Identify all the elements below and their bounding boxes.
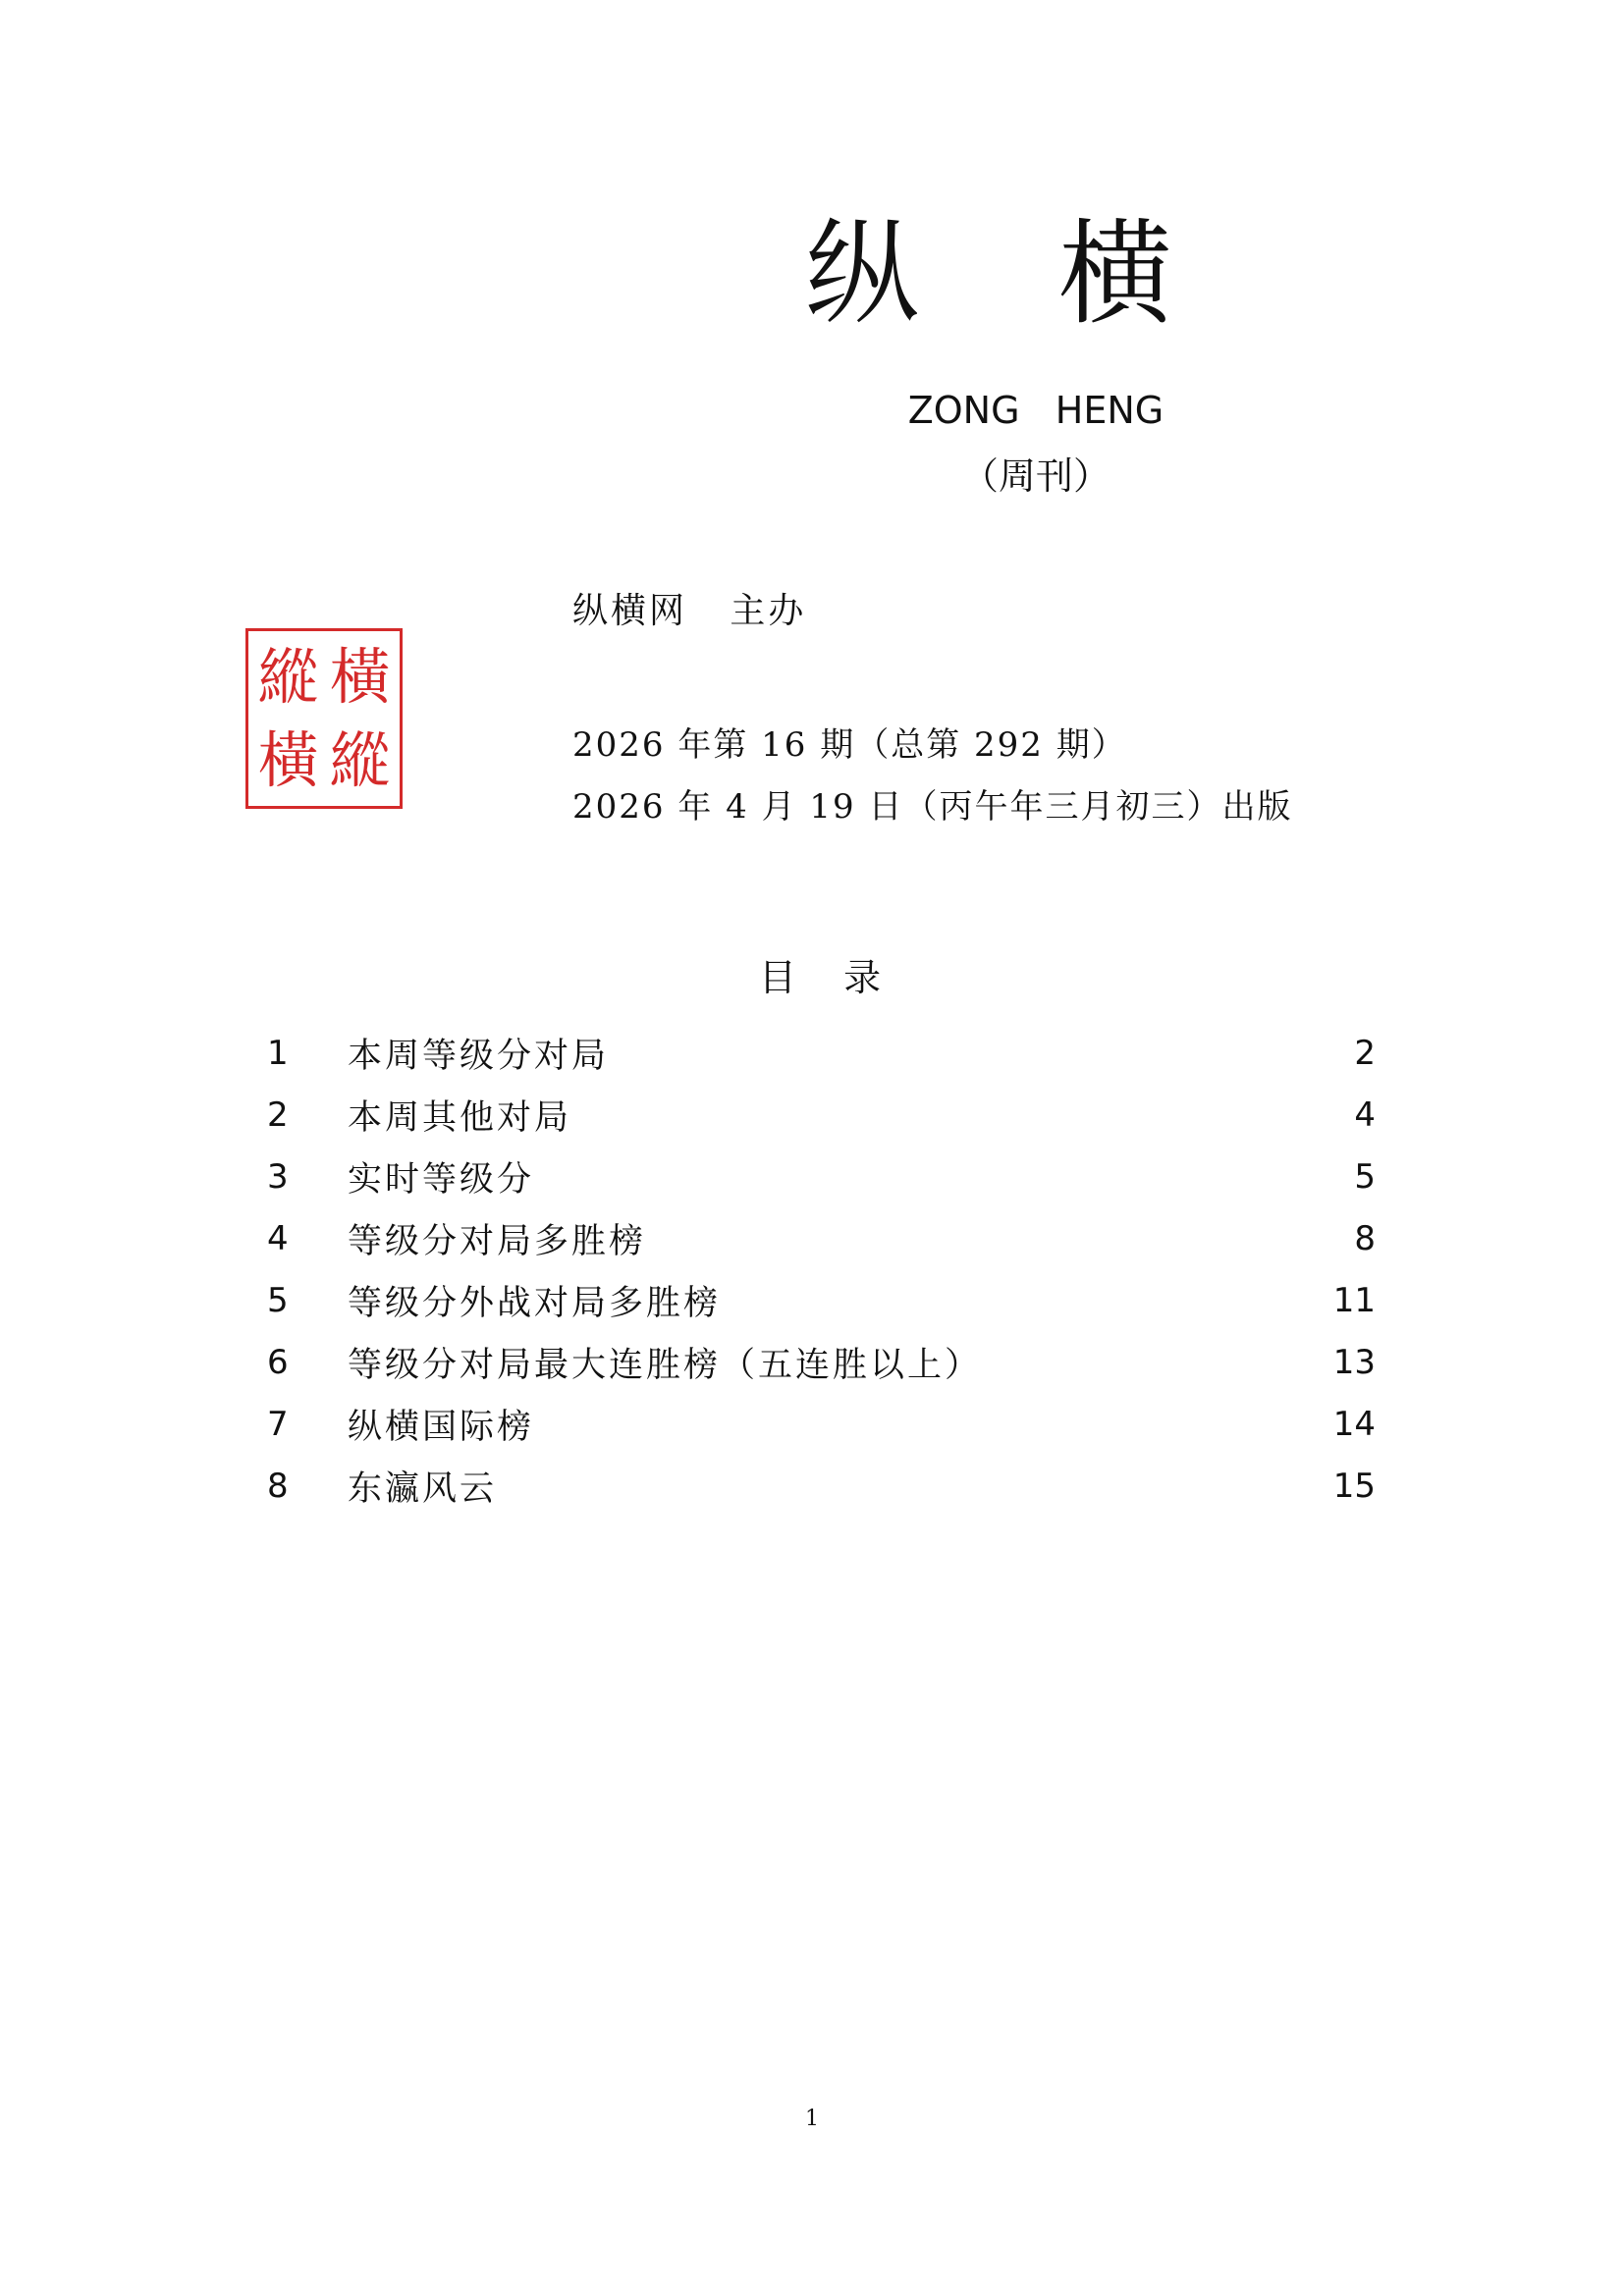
publication-frequency: （周刊）: [960, 454, 1110, 498]
red-seal-stamp: [245, 628, 403, 809]
main-title-char-2: 横: [1058, 208, 1178, 341]
toc-item: [263, 1084, 1378, 1146]
toc-item-number: 4: [267, 1218, 289, 1258]
toc-item-page: 5: [1354, 1156, 1376, 1197]
publisher-line: 纵横网 主办: [572, 591, 807, 631]
issue-number-line: 2026 年第 16 期（总第 292 期）: [572, 725, 1127, 765]
toc-item-label: 本周等级分对局: [348, 1036, 610, 1076]
toc-item-page: 15: [1332, 1466, 1376, 1506]
toc-item-label: 东瀛风云: [348, 1468, 498, 1509]
toc-item-page: 2: [1354, 1033, 1376, 1073]
toc-item-page: 13: [1332, 1342, 1376, 1382]
toc-item: [263, 1269, 1378, 1331]
main-title: [805, 208, 1178, 341]
toc-title: 目 录: [758, 956, 882, 999]
toc-item: [263, 1331, 1378, 1393]
toc-item-number: 1: [267, 1033, 289, 1073]
table-of-contents: [263, 1022, 1378, 1517]
seal-char-top-left: 縱: [257, 640, 319, 713]
toc-item-number: 8: [267, 1466, 289, 1506]
toc-item-number: 3: [267, 1156, 289, 1197]
toc-item: [263, 1022, 1378, 1084]
toc-item-number: 7: [267, 1404, 289, 1444]
seal-char-bottom-right: 縱: [329, 723, 391, 796]
subtitle-english: ZONG HENG: [907, 389, 1164, 432]
toc-item-number: 6: [267, 1342, 289, 1382]
toc-item-label: 等级分对局多胜榜: [348, 1221, 647, 1261]
toc-item-page: 14: [1332, 1404, 1376, 1444]
toc-item: [263, 1207, 1378, 1269]
toc-item-label: 实时等级分: [348, 1159, 535, 1200]
seal-char-top-right: 橫: [329, 640, 391, 713]
main-title-char-1: 纵: [805, 208, 925, 341]
toc-item: [263, 1146, 1378, 1207]
page-number: 1: [805, 2107, 819, 2131]
toc-item-label: 纵横国际榜: [348, 1407, 535, 1447]
toc-item: [263, 1393, 1378, 1455]
toc-item-label: 本周其他对局: [348, 1097, 572, 1138]
toc-item-label: 等级分外战对局多胜榜: [348, 1283, 722, 1323]
toc-item-number: 2: [267, 1095, 289, 1135]
issue-date-line: 2026 年 4 月 19 日（丙午年三月初三）出版: [572, 787, 1293, 827]
toc-item-number: 5: [267, 1280, 289, 1320]
toc-item: [263, 1455, 1378, 1517]
toc-item-page: 8: [1354, 1218, 1376, 1258]
toc-item-label: 等级分对局最大连胜榜（五连胜以上）: [348, 1345, 983, 1385]
seal-char-bottom-left: 橫: [257, 723, 319, 796]
toc-item-page: 4: [1354, 1095, 1376, 1135]
toc-item-page: 11: [1332, 1280, 1376, 1320]
